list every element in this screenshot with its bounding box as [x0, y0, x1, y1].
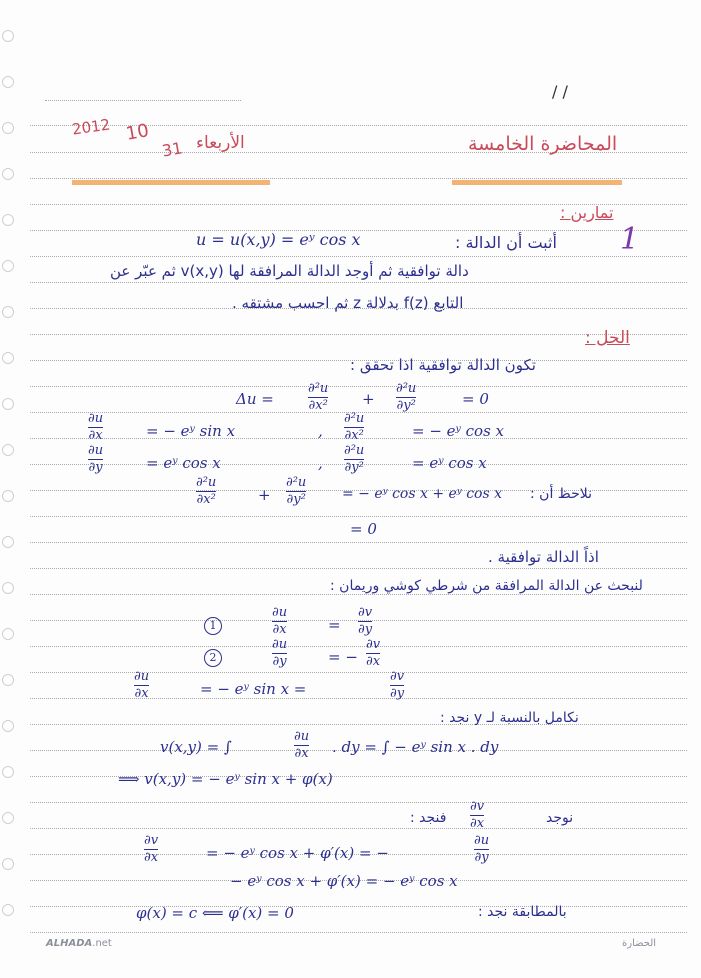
- ruled-line: [30, 178, 687, 179]
- integrate-note: نكامل بالنسبة لـ y نجد :: [440, 710, 579, 726]
- ruled-line: [30, 646, 687, 647]
- fraction-denominator: ∂y²: [286, 492, 306, 507]
- vy-vy-fraction: [390, 670, 404, 701]
- fraction-denominator: ∂y: [390, 686, 405, 701]
- binder-hole: [2, 260, 14, 272]
- laplace-lhs: Δu =: [236, 390, 274, 408]
- ruled-line: [30, 698, 687, 699]
- comma: ,: [318, 422, 323, 440]
- ruled-line: [30, 542, 687, 543]
- sum-uyy-fraction: [286, 476, 306, 507]
- binder-hole: [2, 76, 14, 88]
- fraction-denominator: ∂y: [474, 850, 489, 865]
- binder-hole: [2, 536, 14, 548]
- sum-uxx-fraction: [196, 476, 216, 507]
- vy-value: = − eʸ sin x =: [200, 680, 307, 698]
- fraction-denominator: ∂y: [358, 622, 373, 637]
- laplace-uyy: [396, 382, 416, 413]
- laplace-rhs: = 0: [462, 390, 489, 408]
- brand-watermark: [46, 938, 112, 949]
- find-vx-fraction: [470, 800, 484, 831]
- uyy-fraction: [344, 444, 364, 475]
- ruled-line: [30, 932, 687, 933]
- conclusion-harmonic: اذاً الدالة توافقية .: [488, 548, 599, 566]
- brand-suffix: .net: [92, 938, 112, 949]
- ruled-line: [30, 594, 687, 595]
- phi-result: φ(x) = c ⟸ φ′(x) = 0: [136, 904, 294, 922]
- integral-lhs: v(x,y) = ∫: [160, 738, 232, 756]
- exercise-line1-equation: u = u(x,y) = eʸ cos x: [196, 230, 361, 249]
- ruled-line: [30, 282, 687, 283]
- equation-number-label: 1: [204, 617, 222, 635]
- date-month: 10: [124, 120, 151, 145]
- exercise-line1-arabic: أثبت أن الدالة :: [455, 233, 557, 252]
- footer-logo-text: الحضارة: [622, 938, 657, 949]
- fraction-numerator: ∂u: [294, 729, 310, 744]
- ruled-line: [30, 906, 687, 907]
- ux-fraction: [88, 412, 103, 443]
- fraction-numerator: ∂u: [474, 833, 490, 848]
- equation-number-label: 2: [204, 649, 222, 667]
- then-label: فنجد :: [410, 810, 447, 826]
- cr1-ux-fraction: [272, 606, 287, 637]
- integral-rhs: . dy = ∫ − eʸ sin x . dy: [332, 738, 499, 756]
- ruled-line: [30, 802, 687, 803]
- binder-hole: [2, 168, 14, 180]
- cr1-vy-fraction: [358, 606, 372, 637]
- binder-hole: [2, 444, 14, 456]
- fraction-numerator: ∂u: [272, 605, 288, 620]
- exercise-number: 1: [620, 222, 640, 257]
- uyy-value: = eʸ cos x: [412, 454, 487, 472]
- fraction-denominator: ∂x: [88, 428, 103, 443]
- uxx-fraction: [344, 412, 364, 443]
- v-result: ⟹ v(x,y) = − eʸ sin x + φ(x): [118, 770, 333, 788]
- ruled-line: [30, 724, 687, 725]
- top-date-rule: [45, 100, 241, 101]
- equation-number: [204, 614, 222, 635]
- fraction-numerator: ∂v: [470, 799, 485, 814]
- binder-hole: [2, 812, 14, 824]
- cauchy-riemann-intro: لنبحث عن الدالة المرافقة من شرطي كوشي وريمان :: [330, 578, 643, 594]
- fraction-numerator: ∂²u: [344, 443, 365, 458]
- vx-fraction: [144, 834, 158, 865]
- brand-name: ALHADA: [46, 938, 93, 949]
- notice-label: نلاحظ أن :: [530, 486, 592, 502]
- vx-value: = − eʸ cos x + φ′(x) = −: [206, 844, 389, 862]
- comma: ,: [318, 454, 323, 472]
- fraction-denominator: ∂y: [272, 654, 287, 669]
- equals-sign: =: [328, 616, 341, 634]
- binder-hole: [2, 766, 14, 778]
- fraction-denominator: ∂x²: [196, 492, 216, 507]
- fraction-numerator: ∂v: [358, 605, 373, 620]
- fraction-numerator: ∂v: [390, 669, 405, 684]
- uxx-value: = − eʸ cos x: [412, 422, 505, 440]
- binder-hole: [2, 720, 14, 732]
- vy-ux-fraction: [134, 670, 149, 701]
- lecture-title: المحاضرة الخامسة: [468, 133, 618, 155]
- fraction-numerator: ∂u: [134, 669, 150, 684]
- fraction-numerator: ∂u: [88, 443, 104, 458]
- highlight-underline-date: [72, 180, 270, 185]
- fraction-numerator: ∂²u: [396, 381, 417, 396]
- cr2-uy-fraction: [272, 638, 287, 669]
- sum-value: = − eʸ cos x + eʸ cos x: [342, 486, 503, 502]
- binder-hole: [2, 352, 14, 364]
- fraction-denominator: ∂x: [134, 686, 149, 701]
- vx-uy-fraction: [474, 834, 489, 865]
- uy-value: = eʸ cos x: [146, 454, 221, 472]
- ruled-line: [30, 828, 687, 829]
- uy-fraction: [88, 444, 103, 475]
- binder-hole: [2, 582, 14, 594]
- ux-value: = − eʸ sin x: [146, 422, 236, 440]
- fraction-denominator: ∂y²: [396, 398, 416, 413]
- binder-hole: [2, 306, 14, 318]
- fraction-denominator: ∂x: [470, 816, 485, 831]
- vx-line2: − eʸ cos x + φ′(x) = − eʸ cos x: [230, 872, 458, 890]
- plus-sign: +: [258, 486, 271, 504]
- binder-hole: [2, 122, 14, 134]
- binder-hole: [2, 628, 14, 640]
- binder-hole: [2, 398, 14, 410]
- cr2-vx-fraction: [366, 638, 380, 669]
- binder-holes: [2, 30, 22, 950]
- exercise-heading: تمارين :: [560, 203, 614, 222]
- fraction-numerator: ∂²u: [308, 381, 329, 396]
- harmonic-condition: تكون الدالة توافقية اذا تحقق :: [350, 356, 536, 374]
- fraction-denominator: ∂y²: [344, 460, 364, 475]
- binder-hole: [2, 904, 14, 916]
- exercise-line2: دالة توافقية ثم أوجد الدالة المرافقة لها (v(x,y ثم عبّر عن: [110, 262, 469, 280]
- fraction-numerator: ∂²u: [196, 475, 217, 490]
- fraction-numerator: ∂²u: [344, 411, 365, 426]
- date-slashes: / /: [552, 82, 568, 101]
- ruled-line: [30, 256, 687, 257]
- day-name: الأربعاء: [196, 133, 245, 153]
- equation-number: [204, 646, 222, 667]
- fraction-numerator: ∂v: [144, 833, 159, 848]
- match-note: بالمطابقة نجد :: [478, 904, 567, 920]
- fraction-numerator: ∂u: [272, 637, 288, 652]
- exercise-line3: التابع f(z) بدلالة z ثم احسب مشتقه .: [232, 294, 464, 312]
- binder-hole: [2, 858, 14, 870]
- equals-minus-sign: = −: [328, 648, 358, 666]
- binder-hole: [2, 490, 14, 502]
- binder-hole: [2, 214, 14, 226]
- plus-sign: +: [362, 390, 375, 408]
- fraction-numerator: ∂²u: [286, 475, 307, 490]
- ruled-line: [30, 672, 687, 673]
- fraction-numerator: ∂v: [366, 637, 381, 652]
- integral-fraction: [294, 730, 309, 761]
- laplace-uxx: [308, 382, 328, 413]
- date-day: 31: [160, 138, 184, 161]
- fraction-denominator: ∂y: [88, 460, 103, 475]
- fraction-denominator: ∂x: [144, 850, 159, 865]
- binder-hole: [2, 674, 14, 686]
- find-label: نوجد: [546, 810, 574, 826]
- sum-result: = 0: [350, 520, 377, 538]
- solution-heading: الحل :: [585, 328, 630, 348]
- ruled-line: [30, 516, 687, 517]
- fraction-denominator: ∂x²: [344, 428, 364, 443]
- binder-hole: [2, 30, 14, 42]
- fraction-denominator: ∂x: [272, 622, 287, 637]
- fraction-denominator: ∂x: [294, 746, 309, 761]
- fraction-numerator: ∂u: [88, 411, 104, 426]
- fraction-denominator: ∂x²: [308, 398, 328, 413]
- highlight-underline-title: [452, 180, 622, 185]
- ruled-line: [30, 568, 687, 569]
- fraction-denominator: ∂x: [366, 654, 381, 669]
- ruled-line: [30, 386, 687, 387]
- date-year: 2012: [70, 115, 112, 139]
